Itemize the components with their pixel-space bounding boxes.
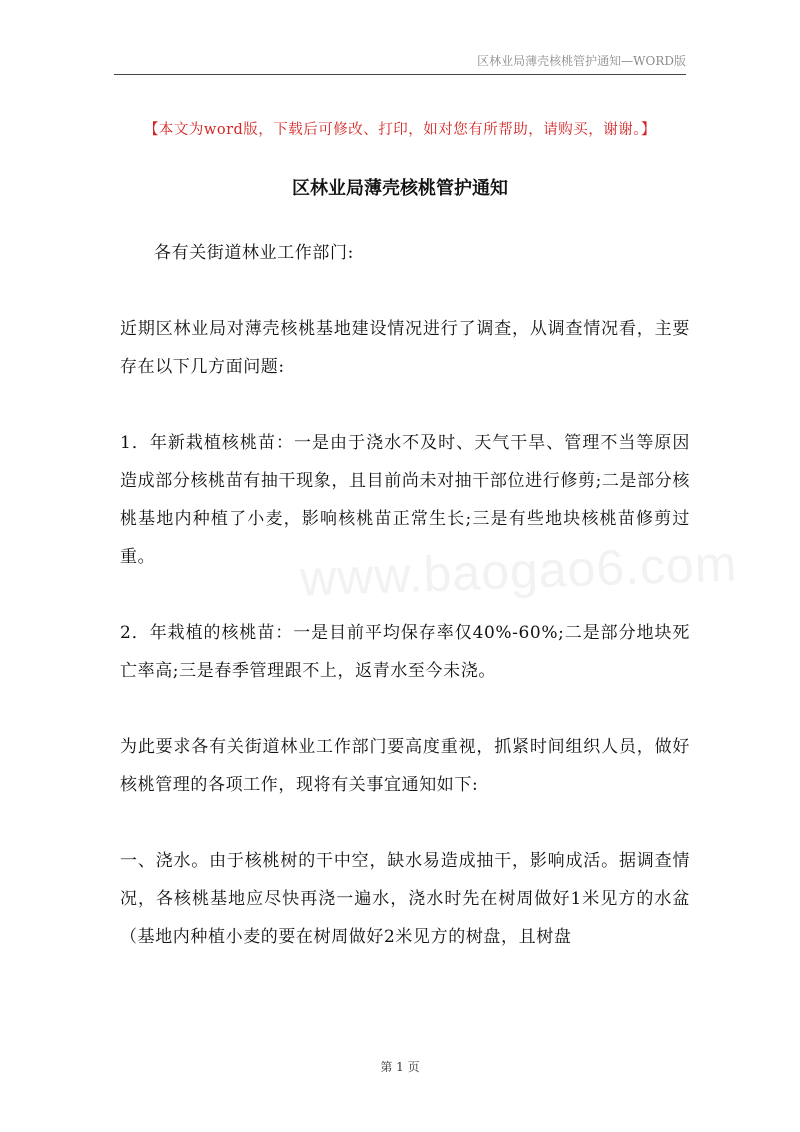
paragraph-problem-2: 2．年栽植的核桃苗：一是目前平均保存率仅40%-60%;二是部分地块死亡率高;三是春季管理跟不上，返青水至今未浇。 — [120, 623, 690, 681]
header-divider — [114, 74, 686, 75]
running-header: 区林业局薄壳核桃管护通知—WORD版 — [477, 54, 686, 68]
page-number: 第 1 页 — [380, 1060, 420, 1074]
paragraph-intro: 近期区林业局对薄壳核桃基地建设情况进行了调查，从调查情况看，主要存在以下几方面问题: — [120, 319, 690, 377]
paragraph-problem-1: 1．年新栽植核桃苗：一是由于浇水不及时、天气干旱、管理不当等原因造成部分核桃苗有抽干现象，且目前尚未对抽干部位进行修剪;二是部分核桃基地内种植了小麦，影响核桃苗正常生长;三是有些地块核桃苗修剪过重。 — [120, 433, 690, 567]
document-title: 区林业局薄壳核桃管护通知 — [292, 178, 508, 199]
paragraph-requirement: 为此要求各有关街道林业工作部门要高度重视，抓紧时间组织人员，做好核桃管理的各项工作，现将有关事宜通知如下: — [120, 737, 690, 795]
watermark-text: www.baogao6.com — [299, 535, 739, 607]
download-notice: 【本文为word版，下载后可修改、打印，如对您有所帮助，请购买，谢谢。】 — [143, 122, 657, 138]
document-body — [120, 234, 690, 994]
paragraph-watering: 一、浇水。由于核桃树的干中空，缺水易造成抽干，影响成活。据调查情况，各核桃基地应尽快再浇一遍水，浇水时先在树周做好1米见方的水盆（基地内种植小麦的要在树周做好2米见方的树盘，且树盘 — [120, 851, 690, 947]
salutation: 各有关街道林业工作部门: — [154, 243, 354, 263]
